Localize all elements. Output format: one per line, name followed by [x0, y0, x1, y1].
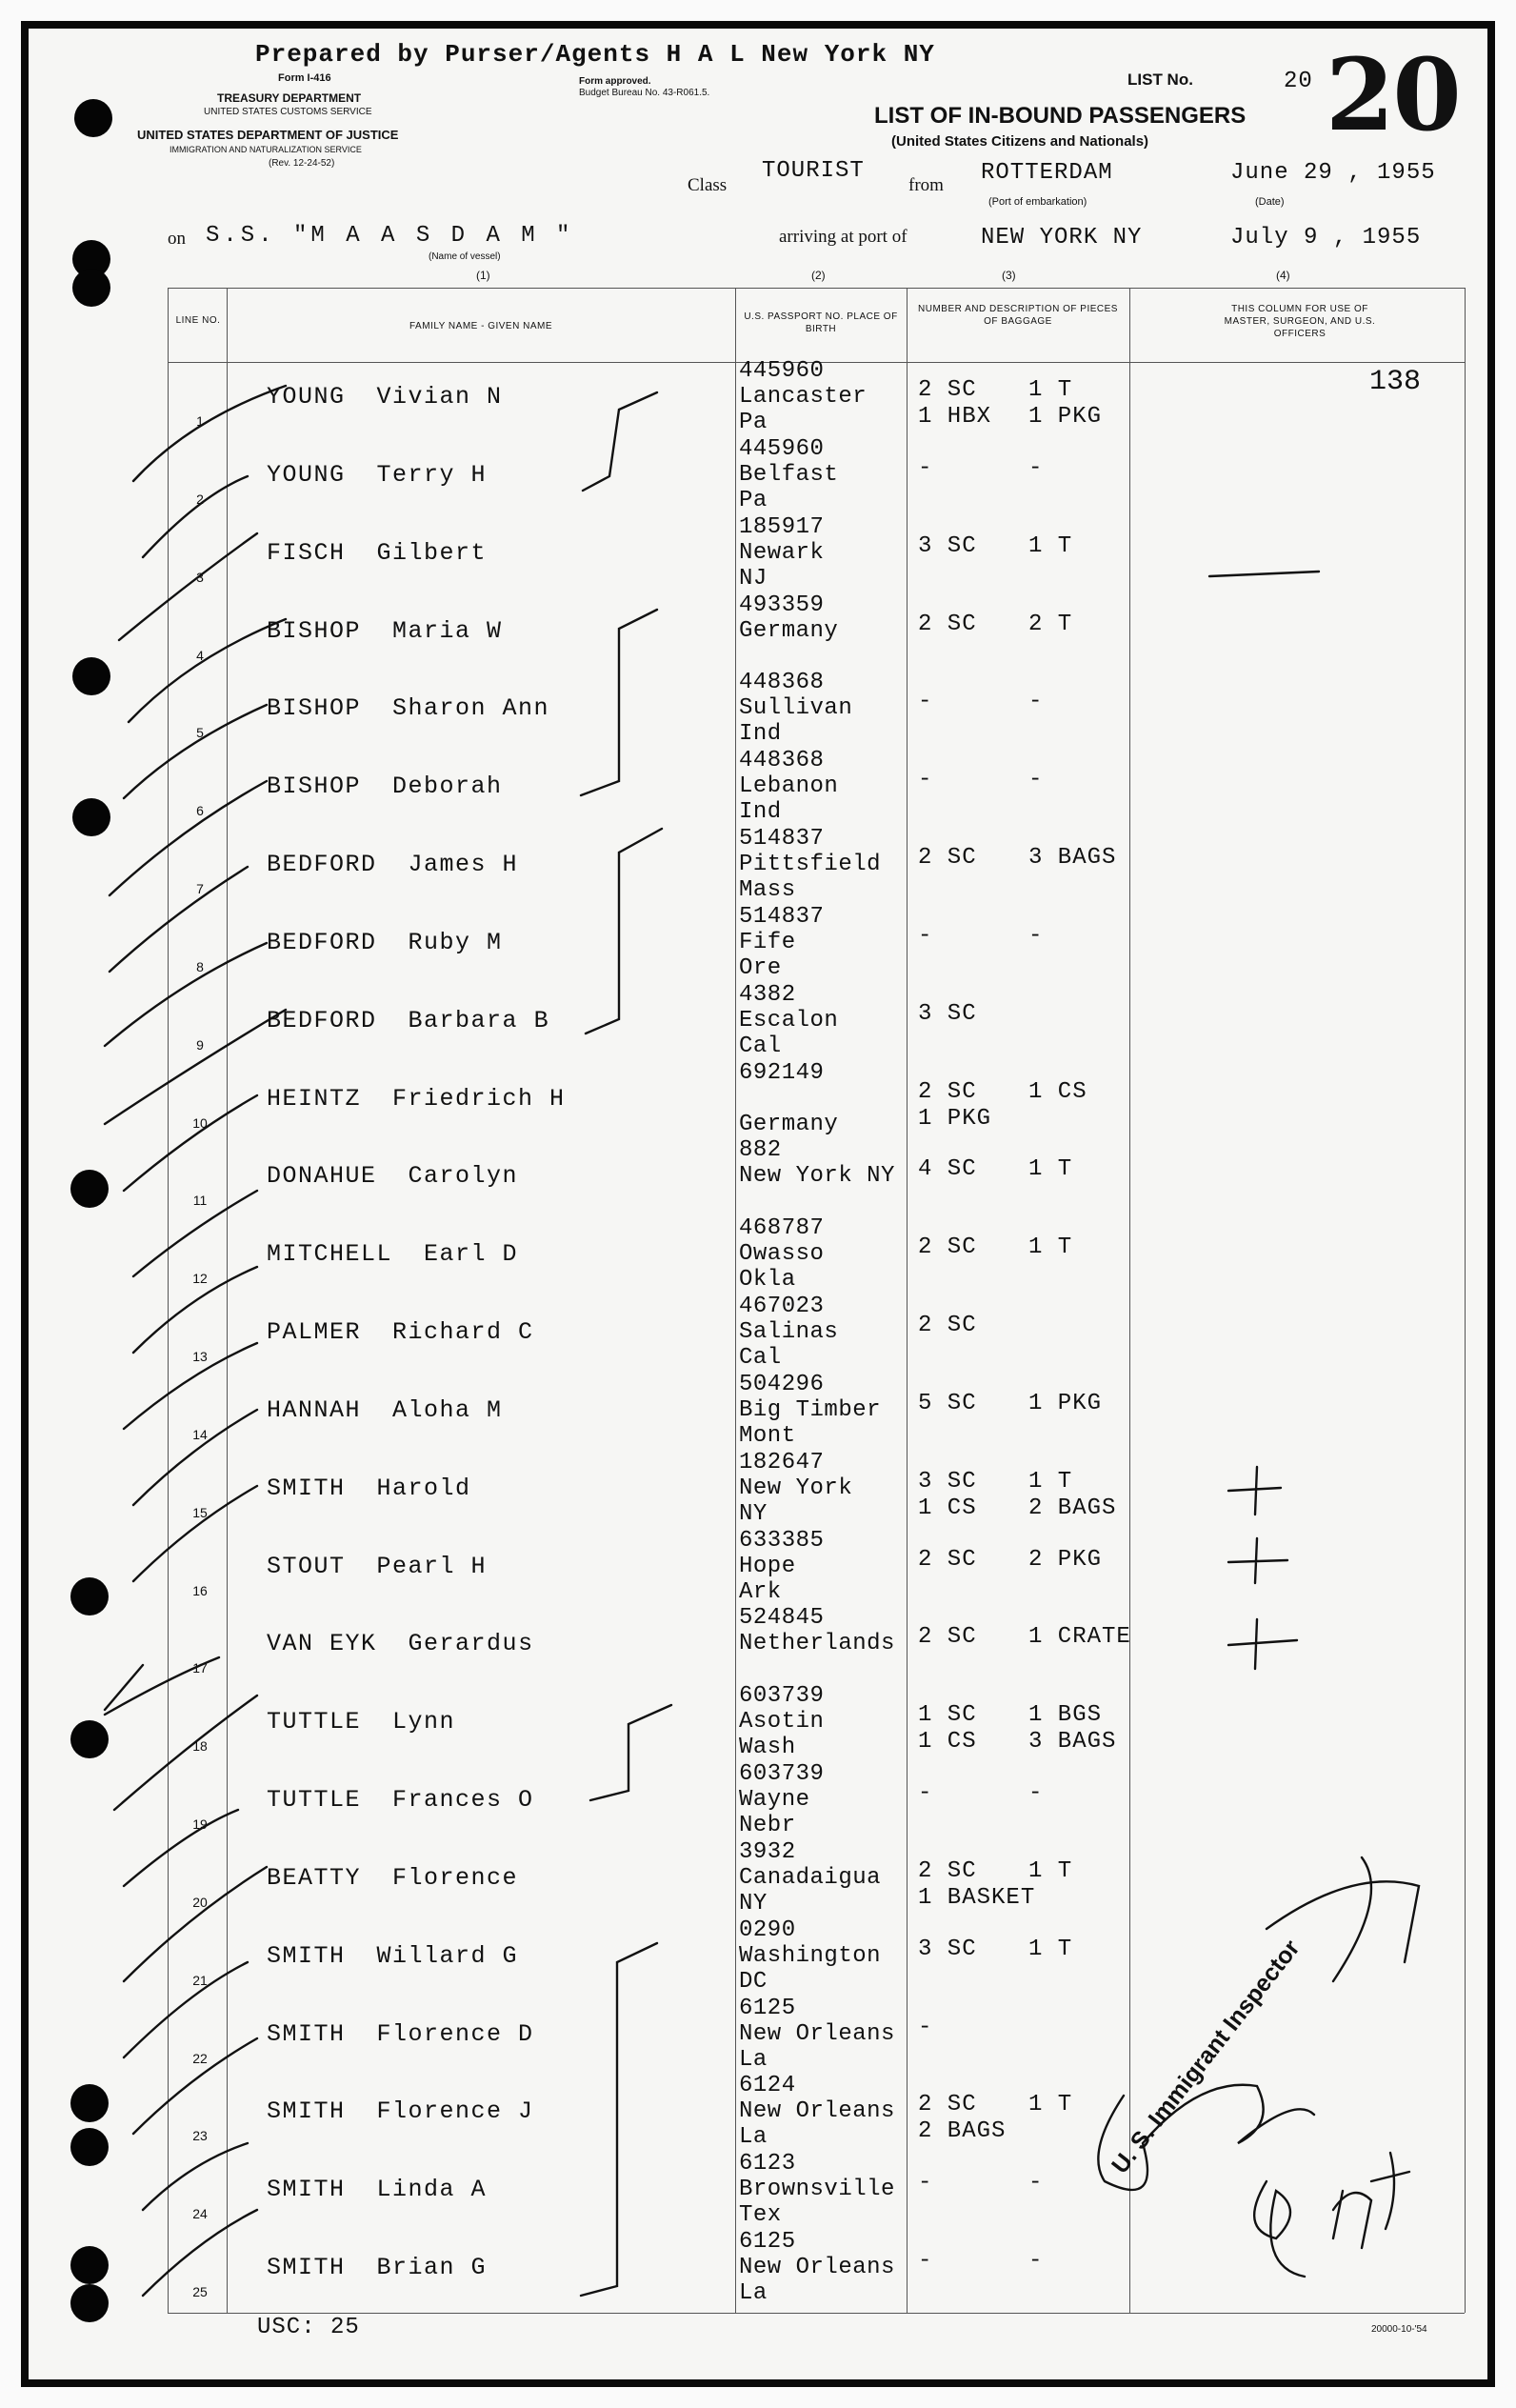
date-caption: (Date)	[1255, 196, 1285, 208]
line-number: 16	[192, 1582, 208, 1598]
family-name: SMITH	[267, 2097, 346, 2126]
given-name: Florence D	[376, 2019, 534, 2048]
family-name: MITCHELL	[267, 1240, 393, 1269]
family-name: BEDFORD	[267, 928, 377, 956]
inspector-signature	[1333, 1857, 1371, 1981]
place-of-birth: Pa	[739, 410, 768, 435]
passport-number: 692149	[739, 1059, 825, 1086]
given-name: Ruby M	[408, 928, 503, 956]
family-name: SMITH	[267, 1474, 346, 1502]
line-number: 10	[192, 1114, 208, 1131]
passport-number: 0290	[739, 1916, 796, 1943]
place-of-birth: New York	[739, 1475, 853, 1501]
check-mark	[105, 1657, 219, 1715]
line-number: 18	[192, 1738, 208, 1755]
check-mark	[110, 781, 267, 895]
place-of-birth: NJ	[739, 565, 768, 592]
baggage-primary: 2 SC 1 HBX	[918, 377, 992, 430]
given-name: Florence J	[376, 2097, 534, 2126]
family-name: HEINTZ	[267, 1084, 362, 1113]
form-number: Form I-416	[278, 72, 331, 84]
line-number: 17	[192, 1660, 208, 1676]
family-name: TUTTLE	[267, 1786, 362, 1815]
family-bracket	[581, 610, 657, 795]
check-mark	[143, 476, 248, 557]
baggage-primary: 3 SC	[918, 1000, 977, 1027]
line-number: 19	[192, 1816, 208, 1833]
baggage-primary: 2 SC	[918, 1546, 977, 1573]
passport-number: 445960	[739, 435, 825, 462]
given-name: Sharon Ann	[392, 694, 550, 723]
usc-total: USC: 25	[257, 2315, 360, 2340]
inspector-stamp: U. S. Immigrant Inspector	[1107, 1935, 1306, 2179]
passport-number: 467023	[739, 1294, 825, 1320]
baggage-secondary: 1 T	[1028, 1936, 1073, 1962]
place-of-birth: Lancaster	[739, 384, 868, 410]
baggage-secondary: 1 T	[1028, 1156, 1073, 1183]
family-name: BEATTY	[267, 1863, 362, 1892]
family-name: BISHOP	[267, 616, 362, 645]
family-name: STOUT	[267, 1552, 346, 1580]
given-name: Carolyn	[408, 1162, 519, 1191]
passport-number: 882	[739, 1137, 782, 1164]
place-of-birth: Wash	[739, 1735, 796, 1761]
place-of-birth: Germany	[739, 1111, 839, 1137]
port-caption: (Port of embarkation)	[988, 196, 1087, 208]
place-of-birth: La	[739, 2046, 768, 2073]
baggage-secondary: -	[1028, 2170, 1044, 2197]
check-mark	[133, 1191, 257, 1276]
form-approved: Form approved.	[579, 76, 651, 87]
baggage-primary: 3 SC	[918, 532, 977, 559]
place-of-birth: New Orleans	[739, 2255, 895, 2281]
header-passport: U.S. PASSPORT NO. PLACE OF BIRTH	[744, 311, 898, 334]
passport-number: 6125	[739, 2229, 796, 2256]
line-number: 6	[196, 803, 204, 819]
family-bracket	[590, 1705, 671, 1800]
place-of-birth: Newark	[739, 539, 825, 566]
check-mark	[133, 386, 286, 481]
check-mark	[124, 1343, 257, 1429]
line-number: 15	[192, 1504, 208, 1520]
family-name: PALMER	[267, 1318, 362, 1347]
place-of-birth: Owasso	[739, 1241, 825, 1268]
baggage-secondary: 1 PKG	[1028, 1390, 1103, 1416]
place-of-birth: La	[739, 2280, 768, 2307]
officer-dash	[1209, 572, 1319, 576]
place-of-birth: La	[739, 2124, 768, 2151]
inspector-signature	[1333, 2191, 1371, 2248]
line-number: 21	[192, 1972, 208, 1988]
inspector-signature	[1267, 1881, 1419, 1962]
place-of-birth: Belfast	[739, 461, 839, 488]
check-mark	[114, 1696, 257, 1810]
family-name: SMITH	[267, 2254, 346, 2282]
place-of-birth: Ark	[739, 1578, 782, 1605]
line-number: 3	[196, 569, 204, 585]
given-name: Lynn	[392, 1708, 456, 1736]
line-number: 24	[192, 2206, 208, 2222]
baggage-secondary: 3 BAGS	[1028, 845, 1117, 872]
baggage-secondary: 2 PKG	[1028, 1546, 1103, 1573]
baggage-secondary: 1 T 2 BAGS	[1028, 1468, 1117, 1521]
given-name: Frances O	[392, 1786, 534, 1815]
line-number: 20	[192, 1894, 208, 1910]
given-name: Linda A	[376, 2176, 488, 2204]
given-name: Maria W	[392, 616, 503, 645]
baggage-primary: 3 SC	[918, 1936, 977, 1962]
place-of-birth: Pittsfield	[739, 852, 882, 878]
line-number: 9	[196, 1036, 204, 1053]
family-name: SMITH	[267, 2019, 346, 2048]
arrival-date: July 9 , 1955	[1230, 225, 1422, 251]
baggage-secondary: 1 BGS 3 BAGS	[1028, 1702, 1117, 1756]
list-number-small: 20	[1284, 69, 1313, 94]
given-name: Aloha M	[392, 1395, 503, 1424]
family-name: BEDFORD	[267, 851, 377, 879]
on-label: on	[168, 229, 186, 249]
baggage-secondary: 1 CRATE	[1028, 1624, 1131, 1651]
family-name: YOUNG	[267, 383, 346, 411]
passport-number: 514837	[739, 826, 825, 853]
place-of-birth: Pa	[739, 487, 768, 513]
column-number-4: (4)	[1276, 269, 1290, 282]
given-name: Friedrich H	[392, 1084, 566, 1113]
given-name: Harold	[376, 1474, 471, 1502]
place-of-birth: New Orleans	[739, 2098, 895, 2125]
baggage-primary: 2 SC 2 BAGS	[918, 2092, 1007, 2145]
line-number: 12	[192, 1271, 208, 1287]
officer-plus	[1228, 1538, 1287, 1583]
family-name: FISCH	[267, 538, 346, 567]
baggage-primary: 2 SC 1 PKG	[918, 1078, 992, 1132]
place-of-birth: Ind	[739, 721, 782, 748]
place-of-birth: Big Timber	[739, 1396, 882, 1423]
form-subtitle: (United States Citizens and Nationals)	[891, 133, 1149, 150]
passport-number: 524845	[739, 1605, 825, 1632]
place-of-birth: Ind	[739, 799, 782, 826]
baggage-primary: 5 SC	[918, 1390, 977, 1416]
baggage-secondary: 2 T	[1028, 611, 1073, 637]
baggage-primary: -	[918, 922, 933, 949]
given-name: Vivian N	[376, 383, 503, 411]
passport-number: 4382	[739, 981, 796, 1008]
given-name: Willard G	[376, 1941, 519, 1970]
place-of-birth: Germany	[739, 617, 839, 644]
passport-number: 182647	[739, 1449, 825, 1475]
passport-number: 3932	[739, 1838, 796, 1865]
baggage-secondary: 1 T	[1028, 532, 1073, 559]
passport-number: 185917	[739, 513, 825, 540]
passport-number: 514837	[739, 903, 825, 930]
check-mark	[133, 1267, 257, 1353]
place-of-birth: Cal	[739, 1033, 782, 1059]
place-of-birth: Canadaigua	[739, 1864, 882, 1891]
place-of-birth: Fife	[739, 929, 796, 955]
passport-number: 6124	[739, 2073, 796, 2099]
passport-number: 6123	[739, 2151, 796, 2177]
column-number-3: (3)	[1002, 269, 1016, 282]
baggage-primary: 3 SC 1 CS	[918, 1468, 977, 1521]
check-mark	[133, 1410, 257, 1505]
check-mark	[119, 533, 257, 640]
officer-plus	[1228, 1467, 1281, 1515]
passport-number: 603739	[739, 1683, 825, 1710]
passport-number: 6125	[739, 1995, 796, 2021]
family-name: BISHOP	[267, 694, 362, 723]
place-of-birth: Ore	[739, 954, 782, 981]
baggage-secondary: -	[1028, 922, 1044, 949]
baggage-secondary: 1 T 1 PKG	[1028, 377, 1103, 430]
place-of-birth: Salinas	[739, 1319, 839, 1346]
class-value: TOURIST	[762, 158, 865, 184]
place-of-birth: Wayne	[739, 1787, 810, 1814]
baggage-primary: 1 SC 1 CS	[918, 1702, 977, 1756]
officer-note: 138	[1369, 366, 1422, 398]
header-officers: THIS COLUMN FOR USE OF MASTER, SURGEON, AND U.S. OFFICERS	[1224, 304, 1376, 339]
form-title: LIST OF IN-BOUND PASSENGERS	[874, 103, 1247, 129]
baggage-primary: 2 SC	[918, 1624, 977, 1651]
place-of-birth: Sullivan	[739, 695, 853, 722]
from-value: ROTTERDAM	[981, 160, 1113, 186]
inspector-signature	[1371, 2153, 1409, 2229]
place-of-birth: Escalon	[739, 1007, 839, 1033]
place-of-birth: Mass	[739, 877, 796, 904]
ins-service: IMMIGRATION AND NATURALIZATION SERVICE	[170, 145, 362, 154]
line-number: 2	[196, 491, 204, 507]
place-of-birth: Netherlands	[739, 1631, 895, 1657]
given-name: James H	[408, 851, 519, 879]
given-name: Barbara B	[408, 1006, 550, 1034]
baggage-primary: -	[918, 1780, 933, 1807]
officer-plus	[1228, 1619, 1297, 1669]
baggage-secondary: 1 T	[1028, 1234, 1073, 1261]
column-number-1: (1)	[476, 269, 490, 282]
line-number: 22	[192, 2050, 208, 2066]
list-number-label: LIST No.	[1127, 70, 1193, 89]
given-name: Florence	[392, 1863, 519, 1892]
place-of-birth: New York NY	[739, 1163, 895, 1190]
baggage-primary: -	[918, 2170, 933, 2197]
check-mark	[143, 2143, 248, 2210]
check-mark	[110, 867, 248, 972]
list-number-big: 20	[1326, 36, 1460, 153]
place-of-birth: NY	[739, 1500, 768, 1527]
family-bracket	[583, 392, 657, 491]
customs-service: UNITED STATES CUSTOMS SERVICE	[204, 107, 372, 117]
place-of-birth: DC	[739, 1968, 768, 1995]
place-of-birth: Okla	[739, 1267, 796, 1294]
header-family-name: FAMILY NAME - GIVEN NAME	[409, 321, 552, 331]
revision-date: (Rev. 12-24-52)	[269, 158, 335, 169]
from-label: from	[908, 175, 944, 195]
passport-number: 448368	[739, 748, 825, 774]
column-number-2: (2)	[811, 269, 826, 282]
place-of-birth: Hope	[739, 1553, 796, 1579]
check-mark	[124, 1810, 238, 1886]
given-name: Gerardus	[408, 1630, 534, 1658]
passport-number: 633385	[739, 1527, 825, 1554]
inspector-signature	[1254, 2181, 1305, 2277]
treasury-department: TREASURY DEPARTMENT	[217, 91, 362, 105]
line-number: 4	[196, 647, 204, 663]
passport-number: 504296	[739, 1371, 825, 1397]
line-number: 11	[192, 1193, 208, 1209]
check-mark	[124, 705, 267, 798]
baggage-primary: 2 SC	[918, 845, 977, 872]
given-name: Terry H	[376, 460, 488, 489]
baggage-primary: -	[918, 2014, 933, 2040]
passport-number: 445960	[739, 358, 825, 384]
given-name: Earl D	[424, 1240, 519, 1269]
passport-number: 468787	[739, 1215, 825, 1242]
baggage-secondary: 1 T	[1028, 2092, 1073, 2118]
place-of-birth: Washington	[739, 1942, 882, 1969]
prepared-by-line: Prepared by Purser/Agents H A L New York NY	[255, 40, 935, 69]
family-bracket	[586, 829, 662, 1033]
baggage-secondary: -	[1028, 767, 1044, 793]
baggage-primary: 4 SC	[918, 1156, 977, 1183]
given-name: Richard C	[392, 1318, 534, 1347]
line-number: 23	[192, 2128, 208, 2144]
header-line-no: LINE NO.	[175, 315, 221, 326]
passport-number: 603739	[739, 1761, 825, 1788]
place-of-birth: Tex	[739, 2202, 782, 2229]
family-name: SMITH	[267, 1941, 346, 1970]
line-number: 7	[196, 881, 204, 897]
place-of-birth: Nebr	[739, 1813, 796, 1839]
baggage-secondary: -	[1028, 689, 1044, 715]
family-name: TUTTLE	[267, 1708, 362, 1736]
baggage-primary: -	[918, 767, 933, 793]
header-baggage: NUMBER AND DESCRIPTION OF PIECES OF BAGGAGE	[918, 304, 1118, 327]
passport-number: 448368	[739, 670, 825, 696]
arriving-port: NEW YORK NY	[981, 225, 1143, 251]
family-name: SMITH	[267, 2176, 346, 2204]
family-name: VAN EYK	[267, 1630, 377, 1658]
family-bracket	[581, 1943, 657, 2296]
passport-number: 493359	[739, 592, 825, 618]
family-name: BEDFORD	[267, 1006, 377, 1034]
arriving-label: arriving at port of	[779, 227, 908, 247]
family-name: BISHOP	[267, 773, 362, 801]
given-name: Brian G	[376, 2254, 488, 2282]
line-number: 1	[196, 413, 204, 429]
baggage-secondary: 1 CS	[1028, 1078, 1087, 1105]
baggage-primary: 2 SC	[918, 1234, 977, 1261]
family-name: YOUNG	[267, 460, 346, 489]
baggage-primary: 2 SC 1 BASKET	[918, 1857, 1036, 1911]
given-name: Gilbert	[376, 538, 488, 567]
baggage-secondary: -	[1028, 454, 1044, 481]
baggage-primary: -	[918, 2248, 933, 2275]
place-of-birth: Cal	[739, 1345, 782, 1372]
check-mark	[133, 1486, 257, 1581]
check-mark	[133, 2038, 257, 2134]
baggage-secondary: -	[1028, 2248, 1044, 2275]
budget-bureau: Budget Bureau No. 43-R061.5.	[579, 88, 710, 98]
vessel-name: S.S. "M A A S D A M "	[206, 223, 574, 249]
line-number: 14	[192, 1426, 208, 1442]
baggage-primary: 2 SC	[918, 1313, 977, 1339]
baggage-primary: -	[918, 689, 933, 715]
class-label: Class	[688, 175, 728, 195]
family-name: HANNAH	[267, 1395, 362, 1424]
baggage-primary: 2 SC	[918, 611, 977, 637]
line-number: 5	[196, 725, 204, 741]
inspector-signature	[1098, 2085, 1314, 2190]
given-name: Deborah	[392, 773, 503, 801]
check-mark	[105, 943, 267, 1046]
line-number: 8	[196, 958, 204, 974]
place-of-birth: NY	[739, 1890, 768, 1916]
check-mark	[143, 2210, 257, 2296]
check-mark	[105, 1010, 286, 1124]
baggage-primary: -	[918, 454, 933, 481]
place-of-birth: Brownsville	[739, 2177, 895, 2203]
justice-department: UNITED STATES DEPARTMENT OF JUSTICE	[137, 128, 399, 142]
line-number: 25	[192, 2284, 208, 2300]
baggage-secondary: -	[1028, 1780, 1044, 1807]
check-mark	[124, 1962, 248, 2057]
check-mark	[124, 1095, 257, 1191]
line-number: 13	[192, 1349, 208, 1365]
place-of-birth: Mont	[739, 1422, 796, 1449]
family-name: DONAHUE	[267, 1162, 377, 1191]
place-of-birth: Asotin	[739, 1709, 825, 1736]
print-code: 20000-10-'54	[1371, 2324, 1427, 2335]
place-of-birth: Lebanon	[739, 773, 839, 800]
place-of-birth: New Orleans	[739, 2020, 895, 2047]
departure-date: June 29 , 1955	[1230, 160, 1436, 186]
given-name: Pearl H	[376, 1552, 488, 1580]
baggage-secondary: 1 T	[1028, 1857, 1073, 1884]
vessel-caption: (Name of vessel)	[429, 251, 501, 262]
